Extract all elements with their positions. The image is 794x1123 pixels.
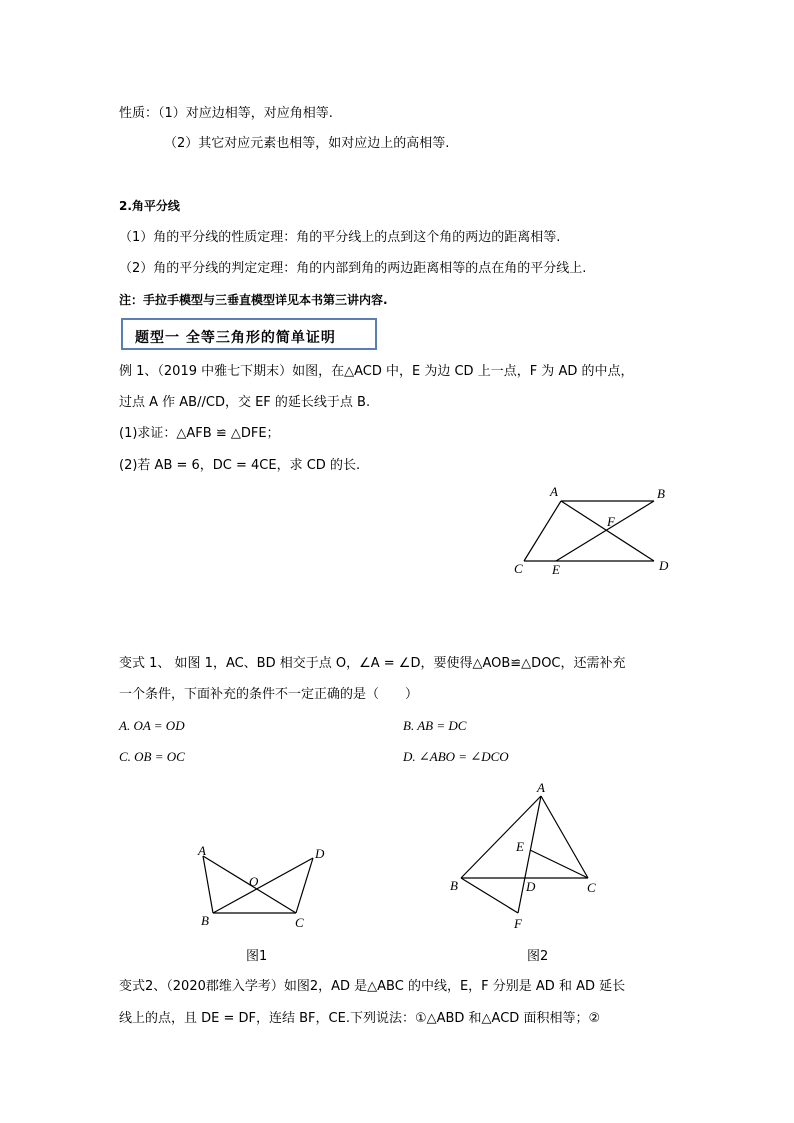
bisector-property-theorem: （1）角的平分线的性质定理：角的平分线上的点到这个角的两边的距离相等. (119, 230, 561, 245)
ex1-label-a: A (550, 484, 558, 499)
ex1-label-e: E (552, 562, 560, 577)
fig1-label-a: A (198, 843, 206, 858)
property-line-1: 性质：（1）对应边相等，对应角相等. (119, 106, 333, 121)
ex1-label-c: C (514, 561, 523, 576)
section-heading: 2.角平分线 (119, 199, 180, 213)
fig2-label-f: F (514, 916, 522, 931)
example1-question-2: (2)若 AB = 6，DC = 4CE，求 CD 的长. (119, 458, 361, 473)
ex1-label-b: B (657, 486, 665, 501)
variant1-line-2: 一个条件，下面补充的条件不一定正确的是（ ） (119, 687, 419, 702)
variant1-option-d: D. ∠ABO = ∠DCO (403, 749, 509, 764)
variant2-line-1: 变式2、（2020郡维入学考）如图2，AD 是△ABC 的中线，E，F 分别是 AD 和 AD 延长 (119, 979, 626, 994)
topic-banner-title: 题型一 全等三角形的简单证明 (135, 330, 336, 346)
figure-2-caption: 图2 (527, 949, 549, 964)
example1-line-1: 例 1、（2019 中雅七下期末）如图，在△ACD 中，E 为边 CD 上一点，F 为 AD 的中点， (119, 364, 634, 379)
variant1-line-1: 变式 1、 如图 1，AC、BD 相交于点 O，∠A = ∠D，要使得△AOB≌△DOC，还需补充 (119, 656, 626, 671)
example1-question-1: (1)求证：△AFB ≌ △DFE； (119, 426, 280, 441)
ex1-label-d: D (659, 558, 669, 573)
fig1-label-o: O (249, 874, 259, 889)
variant2-line-2: 线上的点，且 DE = DF，连结 BF，CE.下列说法：①△ABD 和△ACD 面积相等；② (119, 1011, 601, 1026)
fig2-label-a: A (537, 780, 545, 795)
variant1-option-c: C. OB = OC (119, 749, 185, 764)
fig2-label-c: C (587, 880, 596, 895)
variant1-option-a: A. OA = OD (119, 718, 185, 733)
fig2-label-d: D (526, 879, 536, 894)
fig1-label-c: C (295, 915, 304, 930)
property-line-2: （2）其它对应元素也相等，如对应边上的高相等. (164, 136, 450, 151)
fig1-label-b: B (201, 913, 209, 928)
variant1-option-b: B. AB = DC (403, 718, 467, 733)
figure-1-caption: 图1 (246, 949, 268, 964)
note: 注：手拉手模型与三垂直模型详见本书第三讲内容. (119, 293, 388, 307)
fig2-label-e: E (516, 839, 524, 854)
fig1-label-d: D (315, 846, 325, 861)
bisector-judgment-theorem: （2）角的平分线的判定定理：角的内部到角的两边距离相等的点在角的平分线上. (119, 261, 587, 276)
example1-line-2: 过点 A 作 AB//CD，交 EF 的延长线于点 B. (119, 395, 371, 410)
ex1-label-f: F (607, 514, 615, 529)
fig2-label-b: B (450, 878, 458, 893)
